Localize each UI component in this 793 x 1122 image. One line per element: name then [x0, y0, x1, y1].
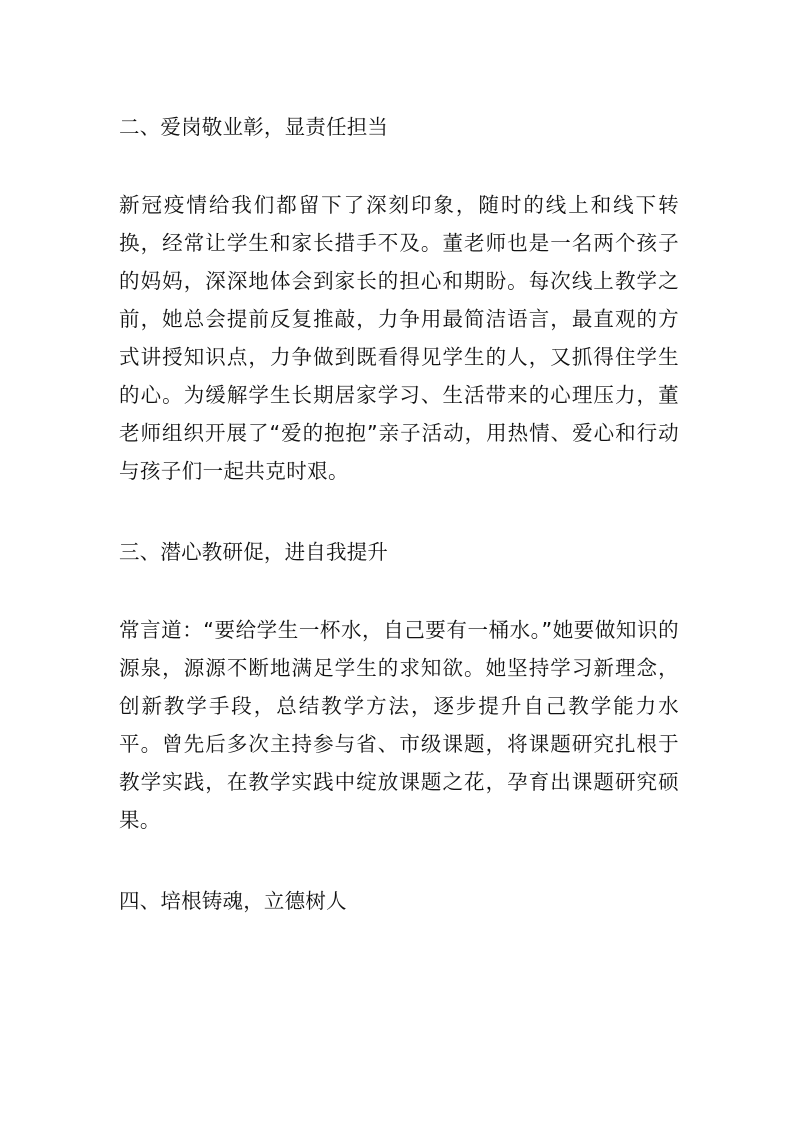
spacer [119, 839, 679, 882]
section-heading-4: 四、培根铸魂，立德树人 [119, 889, 347, 913]
document-content [119, 108, 679, 920]
section-heading-2: 二、爱岗敬业彰，显责任担当 [119, 115, 389, 139]
spacer [119, 146, 679, 186]
section-body-3: 常言道：“要给学生一杯水，自己要有一桶水。”她要做知识的源泉，源源不断地满足学生的求知欲。她坚持学习新理念，创新教学手段，总结教学方法，逐步提升自己教学能力水平。曾先后多次主持参与省、市级课题，将课题研究扎根于教学实践，在教学实践中绽放课题之花，孕育出课题研究硕果。 [119, 618, 679, 832]
section-heading-3: 三、潜心教研促，进自我提升 [119, 540, 389, 564]
spacer [119, 571, 679, 611]
spacer [119, 490, 679, 533]
section-body-2: 新冠疫情给我们都留下了深刻印象，随时的线上和线下转换，经常让学生和家长措手不及。董老师也是一名两个孩子的妈妈，深深地体会到家长的担心和期盼。每次线上教学之前，她总会提前反复推敲，力争用最简洁语言，最直观的方式讲授知识点，力争做到既看得见学生的人，又抓得住学生的心。为缓解学生长期居家学习、生活带来的心理压力，董老师组织开展了“爱的抱抱”亲子活动，用热情、爱心和行动与孩子们一起共克时艰。 [119, 193, 679, 483]
